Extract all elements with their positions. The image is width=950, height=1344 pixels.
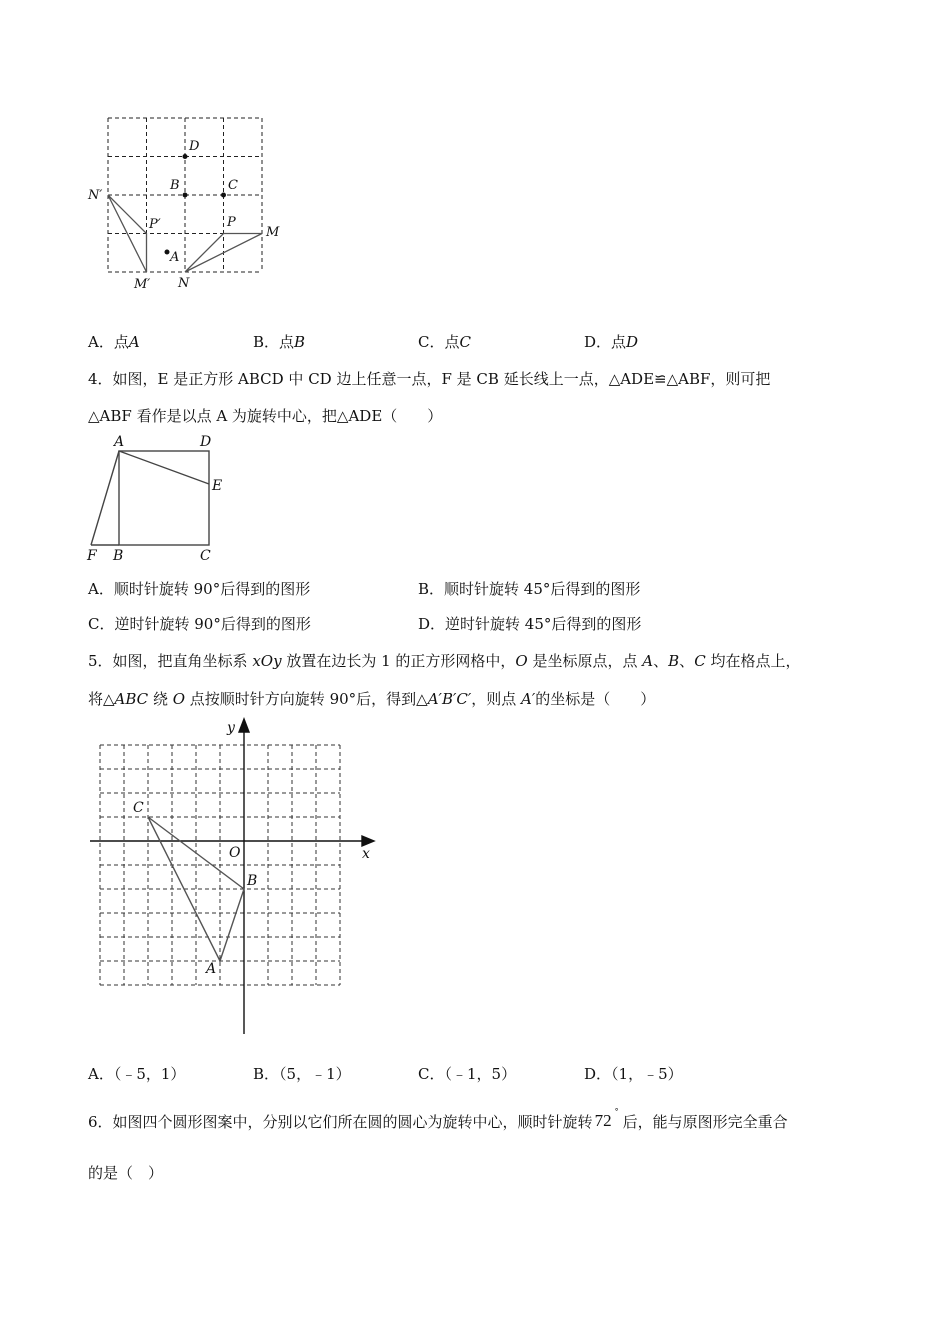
q6-stem-line2: 的是（ ） xyxy=(88,1164,164,1182)
point-c-dot xyxy=(221,193,226,198)
option-letter: D． xyxy=(584,1065,612,1083)
point-a-dot xyxy=(165,250,170,255)
q4-option-a[interactable] xyxy=(88,578,310,599)
label-d: D xyxy=(200,434,212,450)
q5-var: xOy xyxy=(252,652,282,670)
square-abcd xyxy=(119,451,209,545)
q5-var: A xyxy=(642,652,654,670)
q5-text: 的坐标是（ ） xyxy=(535,690,656,708)
q5-option-d[interactable] xyxy=(584,1063,683,1084)
q4-option-c[interactable] xyxy=(88,613,311,634)
option-text: （5，﹣1） xyxy=(279,1065,351,1083)
label-e: E xyxy=(212,478,223,494)
q5-option-b[interactable] xyxy=(253,1063,351,1084)
q5-text: ，则点 xyxy=(471,690,522,708)
option-text: 逆时针旋转 90°后得到的图形 xyxy=(114,615,311,633)
label-m-prime: M′ xyxy=(134,277,151,292)
q5-var: O xyxy=(172,690,186,708)
option-letter: A． xyxy=(88,333,114,351)
option-text: 顺时针旋转 45°后得到的图形 xyxy=(444,580,641,598)
option-text: 逆时针旋转 45°后得到的图形 xyxy=(445,615,642,633)
q5-axes xyxy=(90,719,374,1034)
q5-text: 点按顺时针方向旋转 90°后，得到△ xyxy=(185,690,428,708)
y-axis-arrow xyxy=(239,719,249,732)
segment-af xyxy=(91,451,119,545)
q5-text: 、 xyxy=(679,652,695,670)
q3-option-b[interactable] xyxy=(253,331,305,352)
option-text: （﹣5，1） xyxy=(113,1065,186,1083)
label-d: D xyxy=(189,139,200,154)
q4-stem-line2: △ABF 看作是以点 A 为旋转中心，把△ADE（ ） xyxy=(88,407,443,425)
q5-var: O xyxy=(515,652,528,670)
option-letter: B． xyxy=(253,1065,280,1083)
label-f: F xyxy=(87,548,97,564)
label-a: A xyxy=(170,250,180,265)
option-letter: D． xyxy=(584,333,612,351)
option-letter: C． xyxy=(88,615,115,633)
q6-text: 后，能与原图形完全重合 xyxy=(622,1113,788,1131)
label-x: x xyxy=(362,846,370,862)
option-letter: A． xyxy=(88,1065,114,1083)
q3-option-d[interactable] xyxy=(584,331,638,352)
option-text: 点 xyxy=(113,333,129,351)
q3-option-c[interactable] xyxy=(418,331,471,352)
label-p-prime: P′ xyxy=(149,217,161,232)
label-b: B xyxy=(113,548,124,564)
option-letter: C． xyxy=(418,333,445,351)
option-letter: A． xyxy=(88,580,114,598)
q5-figure xyxy=(88,716,388,1038)
option-letter: D． xyxy=(418,615,446,633)
label-n: N xyxy=(178,276,190,291)
label-a: A xyxy=(114,434,125,450)
q5-text: 、 xyxy=(653,652,669,670)
option-var: A xyxy=(128,333,140,351)
q5-var: A′B′C′ xyxy=(427,690,472,708)
q5-text: 均在格点上， xyxy=(705,652,801,670)
q5-var: ABC xyxy=(114,690,149,708)
option-text: （﹣1，5） xyxy=(444,1065,517,1083)
q4-stem-line1: 4．如图，E 是正方形 ABCD 中 CD 边上任意一点，F 是 CB 延长线上一点，△ADE≌△ABF，则可把 xyxy=(88,370,771,388)
label-c: C xyxy=(200,548,211,564)
label-o: O xyxy=(229,845,241,861)
point-d-dot xyxy=(183,154,188,159)
point-b-dot xyxy=(183,193,188,198)
q6-angle-value: 72 xyxy=(594,1111,612,1130)
q5-stem-line2 xyxy=(88,688,655,709)
q5-text: 5．如图，把直角坐标系 xyxy=(88,652,253,670)
option-text: 点 xyxy=(279,333,295,351)
label-m: M xyxy=(266,225,280,240)
option-text: 点 xyxy=(611,333,627,351)
option-text: （1，﹣5） xyxy=(611,1065,683,1083)
label-y: y xyxy=(227,720,235,736)
q5-stem-line1 xyxy=(88,650,800,671)
q5-text: 是坐标原点，点 xyxy=(527,652,643,670)
q3-option-a[interactable] xyxy=(88,331,140,352)
q6-stem-line1 xyxy=(88,1107,788,1132)
label-c: C xyxy=(133,800,144,816)
option-letter: B． xyxy=(253,333,280,351)
q6-text: 6．如图四个圆形图案中，分别以它们所在圆的圆心为旋转中心，顺时针旋转 xyxy=(88,1113,593,1131)
q6-degree: ° xyxy=(614,1107,619,1116)
q5-text: 绕 xyxy=(148,690,173,708)
q3-figure xyxy=(86,112,296,297)
option-text: 顺时针旋转 90°后得到的图形 xyxy=(113,580,311,598)
q5-text: 将△ xyxy=(88,690,115,708)
label-p: P xyxy=(227,215,236,230)
q4-option-b[interactable] xyxy=(418,578,640,599)
q5-option-a[interactable] xyxy=(88,1063,185,1084)
q5-option-c[interactable] xyxy=(418,1063,516,1084)
label-n-prime: N′ xyxy=(88,188,103,203)
option-letter: B． xyxy=(418,580,445,598)
option-letter: C． xyxy=(418,1065,445,1083)
label-a: A xyxy=(206,961,217,977)
segment-ae xyxy=(119,451,209,484)
label-b: B xyxy=(170,178,180,193)
q4-option-d[interactable] xyxy=(418,613,641,634)
q5-var: C xyxy=(694,652,706,670)
label-b: B xyxy=(247,873,258,889)
q5-dashed-grid xyxy=(100,745,340,985)
q4-figure xyxy=(84,432,234,567)
q5-var: B xyxy=(668,652,680,670)
option-text: 点 xyxy=(444,333,460,351)
option-var: D xyxy=(626,333,639,351)
label-c: C xyxy=(228,178,238,193)
option-var: C xyxy=(459,333,471,351)
q5-var: A′ xyxy=(521,690,536,708)
x-axis-arrow xyxy=(362,836,374,846)
q5-text: 放置在边长为 1 的正方形网格中， xyxy=(281,652,516,670)
option-var: B xyxy=(294,333,306,351)
